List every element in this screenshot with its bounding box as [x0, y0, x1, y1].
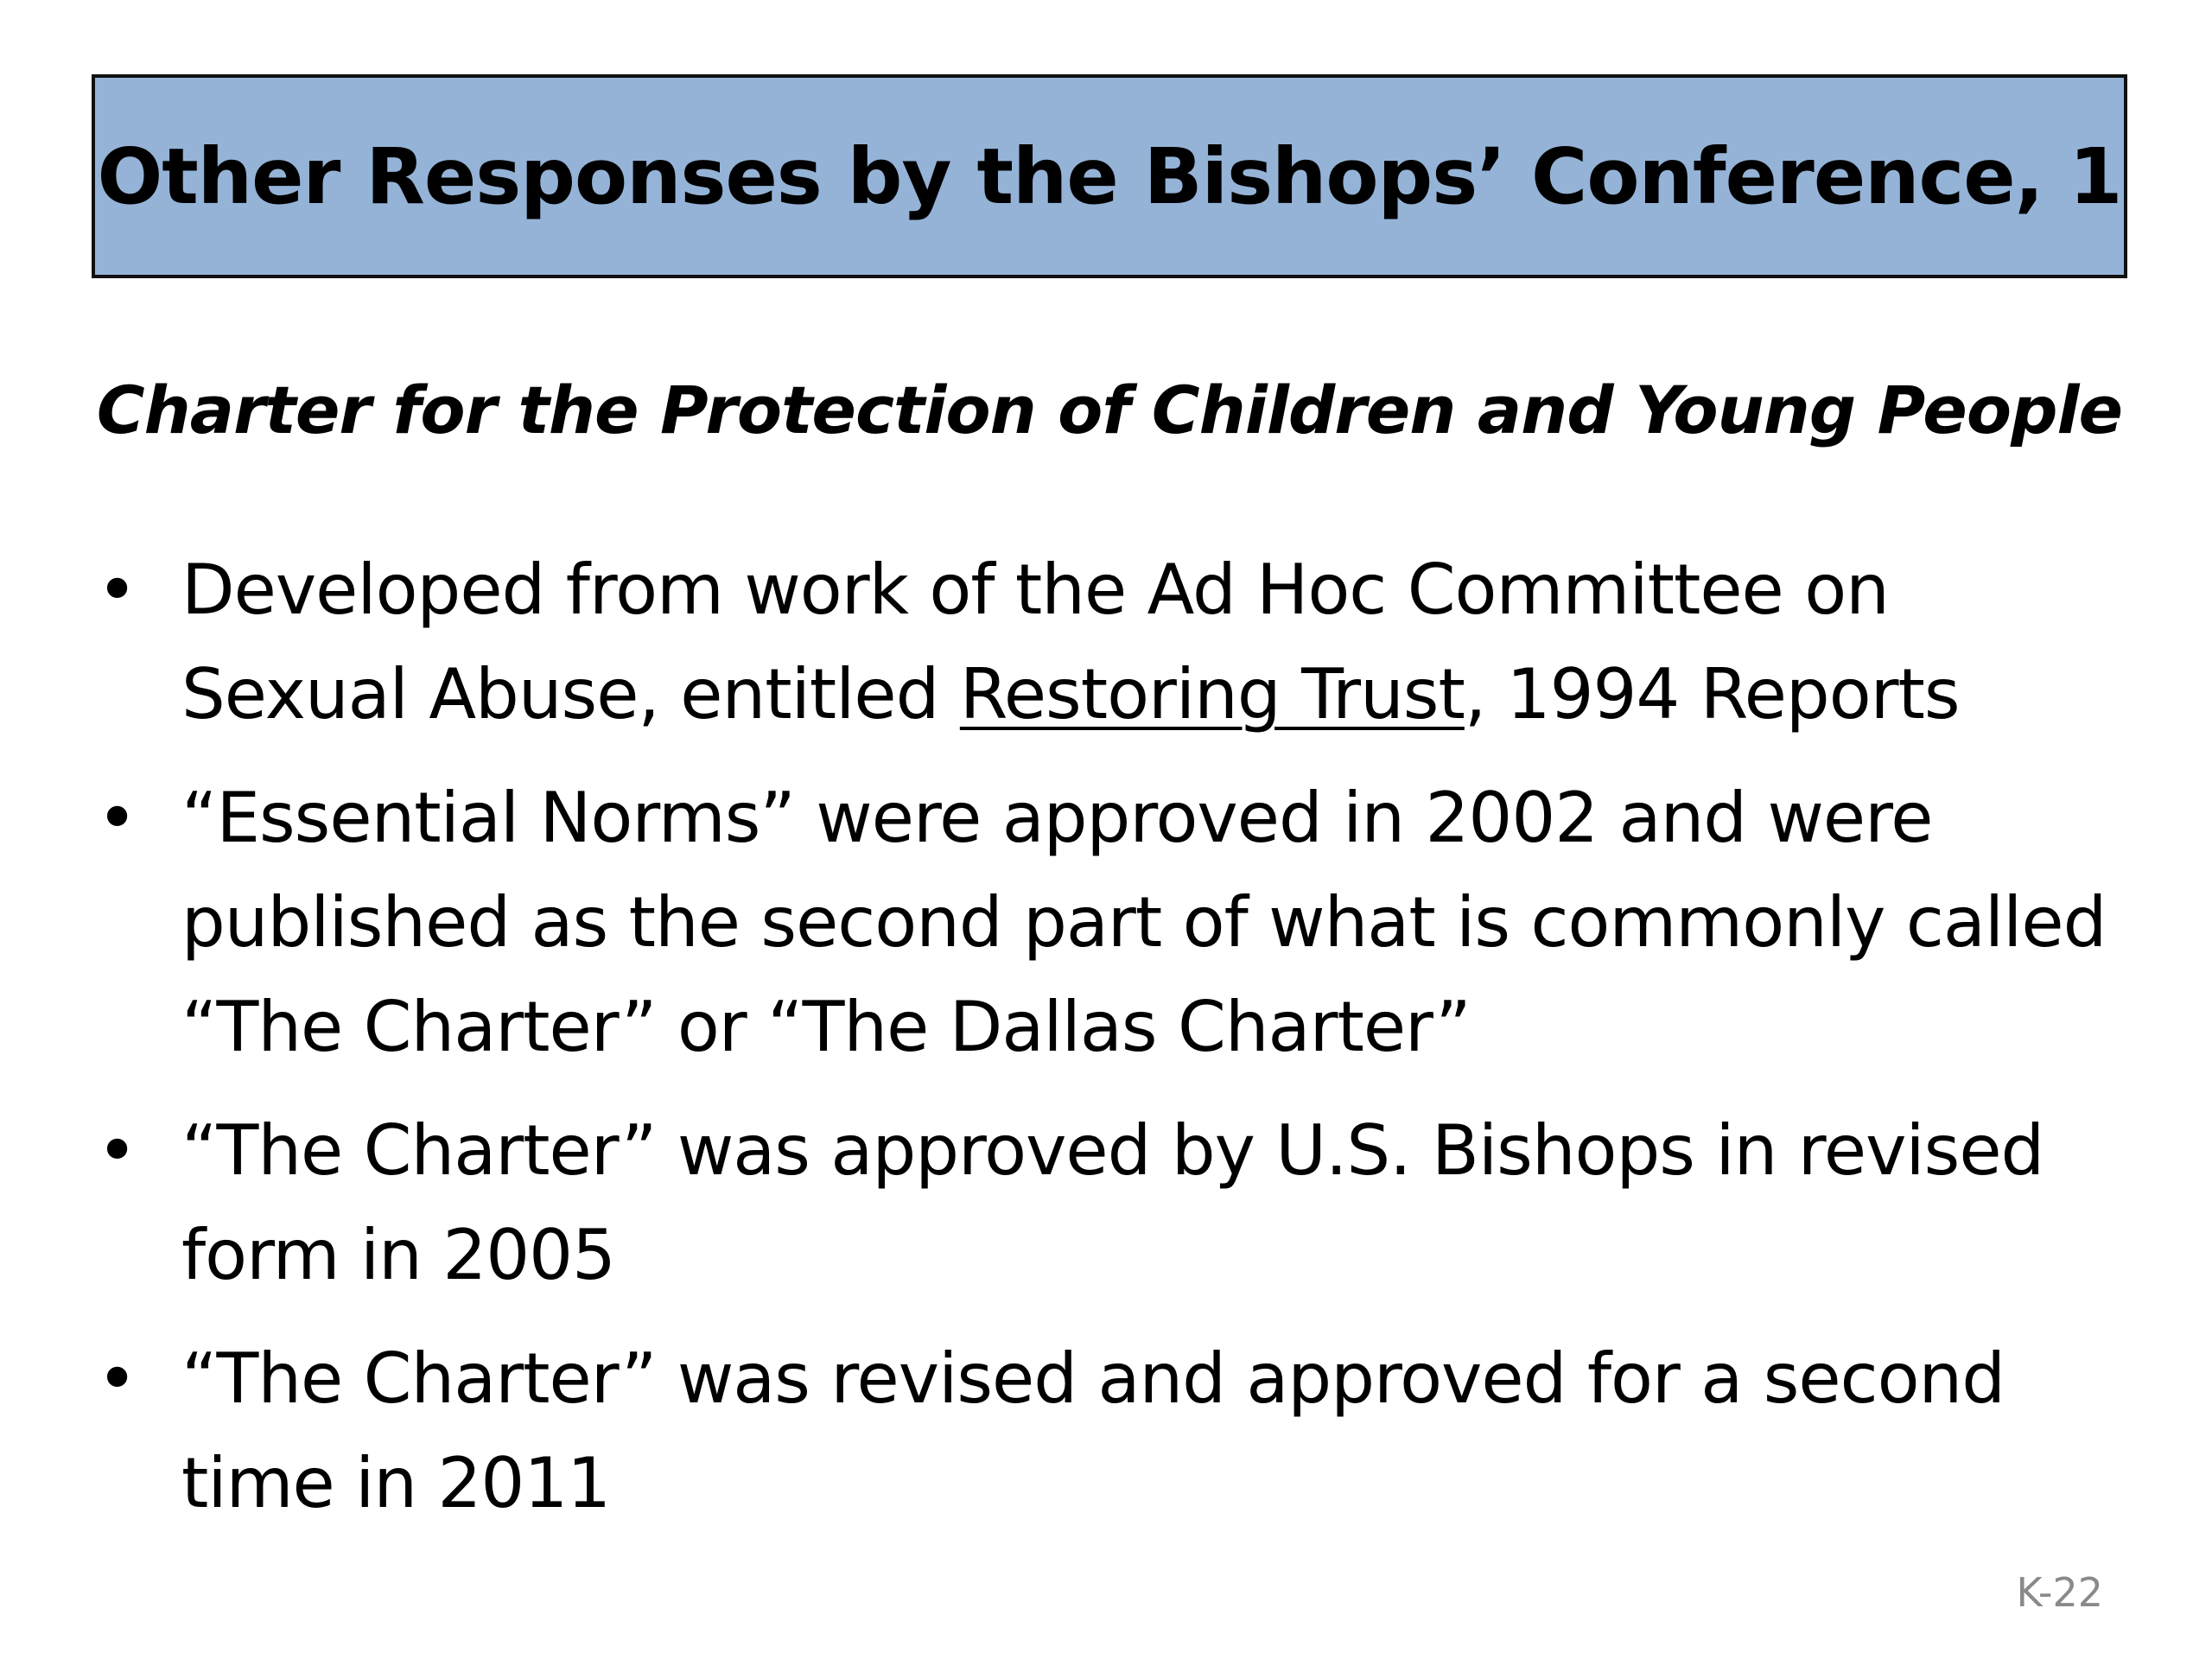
slide-subtitle: Charter for the Protection of Children and Young People — [96, 372, 2123, 448]
slide-title: Other Responses by the Bishops’ Conference, 1 — [97, 131, 2122, 221]
bullet-text-1-start: Developed from work of the Ad Hoc Committee on Sexual Abuse, entitled — [181, 550, 1889, 734]
bullet-marker: • — [97, 550, 137, 630]
bullet-marker: • — [97, 1338, 137, 1419]
bullet-item-3 — [92, 1098, 2131, 1307]
bullet-list — [92, 537, 2131, 1554]
bullet-text-4: “The Charter” was revised and approved for a second time in 2011 — [181, 1338, 2005, 1523]
bullet-text-1-end: , 1994 Reports — [1464, 654, 1960, 734]
bullet-text-2: “Essential Norms” were approved in 2002 and were published as the second part of what is commonly called “The Charter” or “The Dallas Charter” — [181, 778, 2107, 1067]
bullet-marker: • — [97, 778, 137, 858]
title-box — [92, 74, 2127, 278]
bullet-marker: • — [97, 1110, 137, 1191]
bullet-item-2 — [92, 766, 2131, 1079]
bullet-item-1 — [92, 537, 2131, 747]
slide-number: K-22 — [2016, 1569, 2103, 1616]
restoring-trust-title: Restoring Trust — [959, 654, 1465, 734]
bullet-text-3: “The Charter” was approved by U.S. Bishops in revised form in 2005 — [181, 1110, 2044, 1295]
bullet-item-4 — [92, 1326, 2131, 1535]
